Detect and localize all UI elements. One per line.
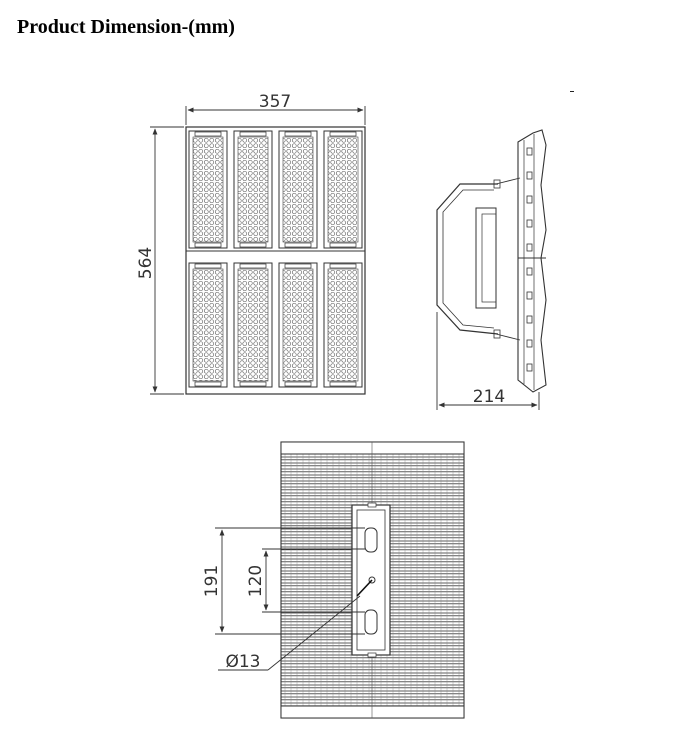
led-module xyxy=(324,263,362,387)
width-label: 357 xyxy=(258,92,292,112)
outer-spacing-label: 191 xyxy=(202,564,222,598)
side-clip xyxy=(527,292,532,299)
page-title: Product Dimension-(mm) xyxy=(17,16,235,38)
led-module xyxy=(324,131,362,248)
front-view xyxy=(186,127,365,394)
led-module xyxy=(279,263,317,387)
led-module xyxy=(189,131,227,248)
side-clip xyxy=(527,196,532,203)
led-module xyxy=(279,131,317,248)
depth-label: 214 xyxy=(472,387,506,407)
back-view xyxy=(281,442,464,718)
mount-slot-top xyxy=(365,528,377,552)
led-module xyxy=(189,263,227,387)
led-module xyxy=(234,131,272,248)
side-clip xyxy=(527,244,532,251)
side-clip xyxy=(527,268,532,275)
side-clip xyxy=(527,148,532,155)
side-body xyxy=(518,130,546,392)
led-module xyxy=(234,263,272,387)
side-clip xyxy=(527,220,532,227)
height-label: 564 xyxy=(136,246,156,280)
side-clip-group xyxy=(527,148,532,371)
side-clip xyxy=(527,316,532,323)
side-clip xyxy=(527,172,532,179)
mount-slot-bottom xyxy=(365,610,377,634)
mounting-bracket xyxy=(437,184,498,334)
hole-diameter-label: Ø13 xyxy=(225,652,261,672)
inner-spacing-label: 120 xyxy=(246,564,266,598)
side-clip xyxy=(527,364,532,371)
side-view xyxy=(437,130,546,392)
side-clip xyxy=(527,340,532,347)
